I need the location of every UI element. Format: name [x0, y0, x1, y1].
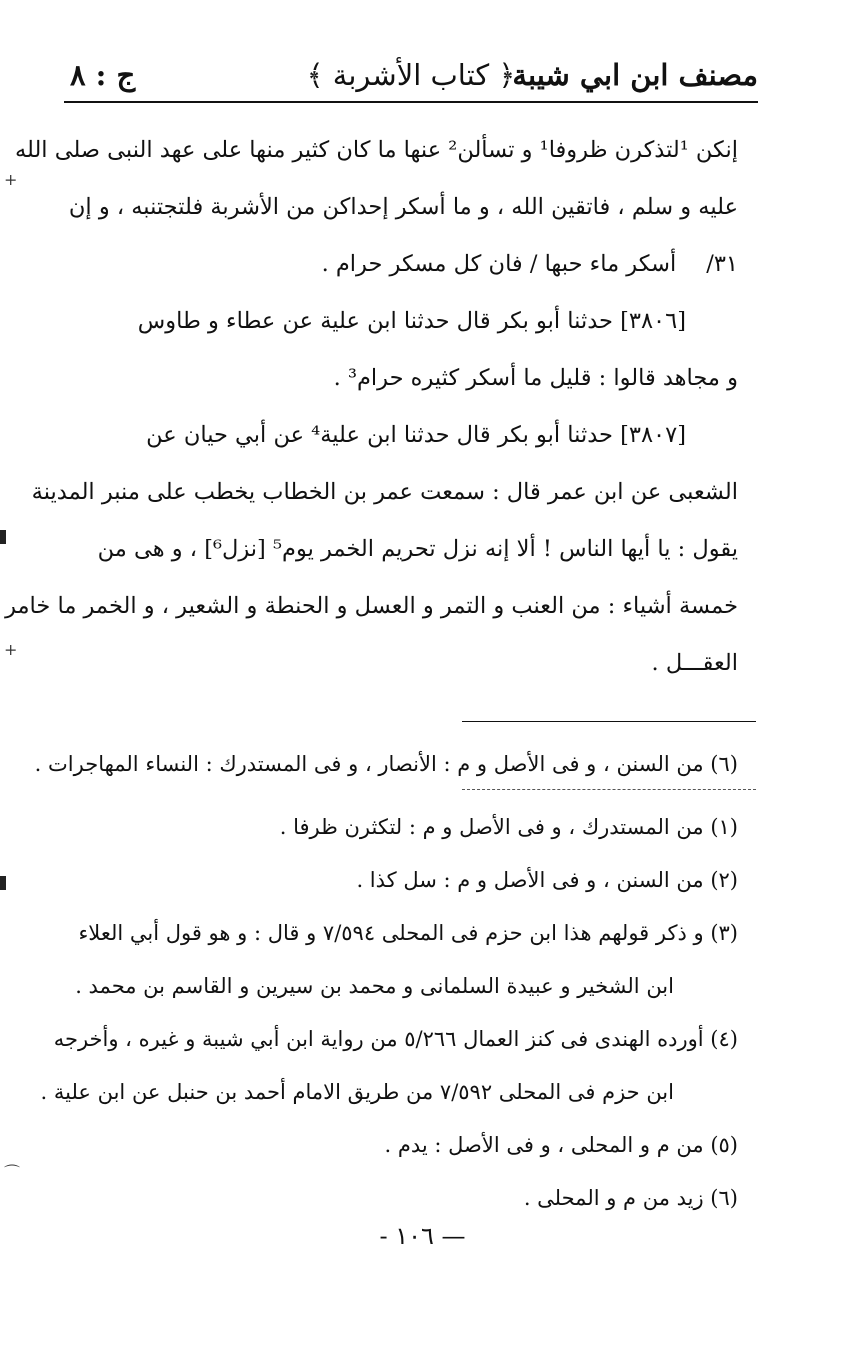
text-line: يقول : يا أيها الناس ! ألا إنه نزل تحريم الخمر يوم⁵ [نزل⁶] ، و هى من: [97, 536, 738, 562]
footnote-5: (٥) من م و المحلى ، و فى الأصل : يدم .: [384, 1133, 738, 1157]
footnotes: [34, 738, 738, 1225]
running-header: [64, 50, 758, 100]
text-line: خمسة أشياء : من العنب و التمر و العسل و الحنطة و الشعير ، و الخمر ما خامر: [5, 593, 738, 619]
footnote-continued: (٦) من السنن ، و فى الأصل و م : الأنصار ، و فى المستدرك : النساء المهاجرات .: [34, 752, 738, 776]
text-line: الشعبى عن ابن عمر قال : سمعت عمر بن الخطاب يخطب على منبر المدينة: [31, 479, 738, 505]
section-title: ﴿ كتاب الأشربة ﴾: [306, 58, 516, 92]
main-text: [5, 122, 738, 692]
text-line: [٣٨٠٦] حدثنا أبو بكر قال حدثنا ابن علية عن عطاء و طاوس: [137, 308, 686, 334]
text-line: إنكن ¹لتذكرن ظروفا¹ و تسألن² عنها ما كان كثير منها على عهد النبى صلى الله: [14, 137, 738, 163]
footnote-3-continued: ابن الشخير و عبيدة السلمانى و محمد بن سيرين و القاسم بن محمد .: [75, 974, 674, 998]
book-title: مصنف ابن ابي شيبة: [512, 58, 758, 92]
text-line: و مجاهد قالوا : قليل ما أسكر كثيره حرام³ .: [333, 365, 738, 391]
scan-tick-mark: +: [4, 170, 18, 189]
text-line-content: أسكر ماء حبها / فان كل مسكر حرام .: [321, 251, 677, 277]
header-rule: [64, 101, 758, 103]
scan-tick-mark: +: [4, 640, 18, 659]
text-line: العقـــل .: [651, 650, 738, 676]
text-line: [٣٨٠٧] حدثنا أبو بكر قال حدثنا ابن علية⁴ عن أبي حيان عن: [146, 422, 686, 448]
paragraph-1: [14, 122, 738, 293]
scan-tick-mark: ⌒: [4, 1163, 21, 1182]
binding-mark: [0, 876, 6, 890]
binding-mark: [0, 530, 6, 544]
paragraph-3806: [74, 293, 738, 407]
volume-number: ج : ٨: [70, 58, 136, 92]
footnote-1: (١) من المستدرك ، و فى الأصل و م : لتكثرن ظرفا .: [279, 815, 738, 839]
footnote-rule: [462, 721, 756, 722]
text-line: عليه و سلم ، فاتقين الله ، و ما أسكر إحداكن من الأشربة فلتجتنبه ، و إن: [68, 194, 738, 220]
paragraph-3807: [5, 407, 738, 692]
text-line: [74, 236, 738, 293]
page-number: — ١٠٦ -: [379, 1222, 466, 1250]
footnote-4-continued: ابن حزم فى المحلى ٧/٥٩٢ من طريق الامام أحمد بن حنبل عن ابن علية .: [40, 1080, 674, 1104]
footnote-4: (٤) أورده الهندى فى كنز العمال ٥/٢٦٦ من رواية ابن أبي شيبة و غيره ، وأخرجه: [53, 1027, 738, 1051]
footnote-6: (٦) زيد من م و المحلى .: [523, 1186, 738, 1210]
footnote-3: (٣) و ذكر قولهم هذا ابن حزم فى المحلى ٧/٥٩٤ و قال : و هو قول أبي العلاء: [78, 921, 738, 945]
margin-reference: ٣١/: [706, 251, 738, 277]
footnote-2: (٢) من السنن ، و فى الأصل و م : سل كذا .: [356, 868, 738, 892]
